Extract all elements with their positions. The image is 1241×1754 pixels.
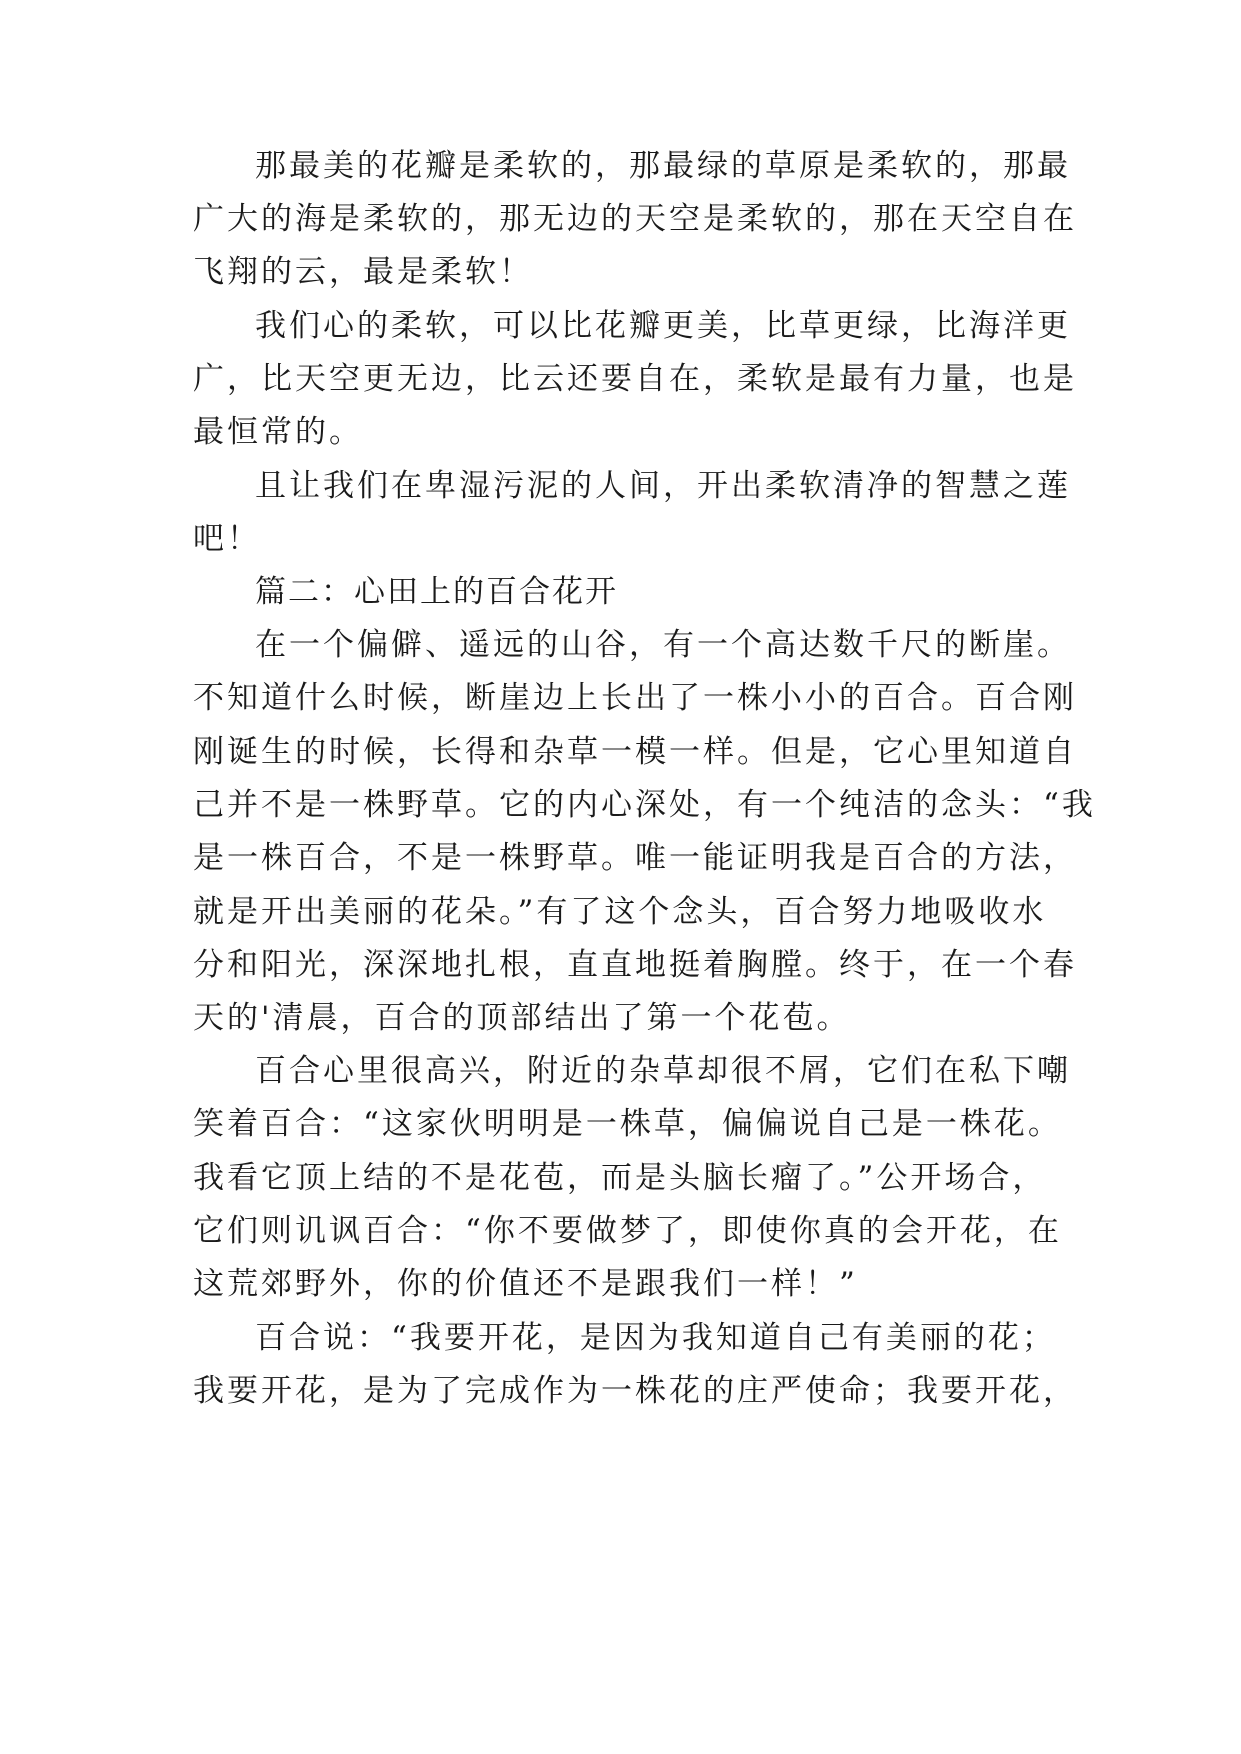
text-line: 它们则讥讽百合：“你不要做梦了，即使你真的会开花，在 [193,1213,1062,1249]
text-line: 刚诞生的时候，长得和杂草一模一样。但是，它心里知道自 [193,734,1077,770]
text-line: 我们心的柔软，可以比花瓣更美，比草更绿，比海洋更 [255,308,1071,344]
text-line: 己并不是一株野草。它的内心深处，有一个纯洁的念头：“我 [193,787,1096,823]
text-line: 天的'清晨，百合的顶部结出了第一个花苞。 [193,1000,851,1036]
section-heading: 篇二：心田上的百合花开 [255,574,618,610]
text-line: 百合心里很高兴，附近的杂草却很不屑，它们在私下嘲 [255,1053,1071,1089]
text-line: 就是开出美丽的花朵。”有了这个念头，百合努力地吸收水 [193,894,1047,930]
text-line: 笑着百合：“这家伙明明是一株草，偏偏说自己是一株花。 [193,1106,1062,1142]
text-line: 这荒郊野外，你的价值还不是跟我们一样！” [193,1266,858,1302]
text-line: 飞翔的云，最是柔软！ [193,254,533,290]
text-line: 分和阳光，深深地扎根，直直地挺着胸膛。终于，在一个春 [193,947,1077,983]
text-line: 且让我们在卑湿污泥的人间，开出柔软清净的智慧之莲 [255,468,1071,504]
text-line: 最恒常的。 [193,414,363,450]
text-line: 吧！ [193,521,261,557]
text-line: 广，比天空更无边，比云还要自在，柔软是最有力量，也是 [193,361,1077,397]
text-line: 在一个偏僻、遥远的山谷，有一个高达数千尺的断崖。 [255,627,1071,663]
text-line: 那最美的花瓣是柔软的，那最绿的草原是柔软的，那最 [255,148,1071,184]
text-line: 我看它顶上结的不是花苞，而是头脑长瘤了。”公开场合， [193,1160,1047,1196]
text-line: 我要开花，是为了完成作为一株花的庄严使命；我要开花， [193,1373,1077,1409]
text-line: 是一株百合，不是一株野草。唯一能证明我是百合的方法， [193,840,1077,876]
text-line: 不知道什么时候，断崖边上长出了一株小小的百合。百合刚 [193,680,1077,716]
text-line: 百合说：“我要开花，是因为我知道自己有美丽的花； [255,1320,1056,1356]
text-line: 广大的海是柔软的，那无边的天空是柔软的，那在天空自在 [193,201,1077,237]
